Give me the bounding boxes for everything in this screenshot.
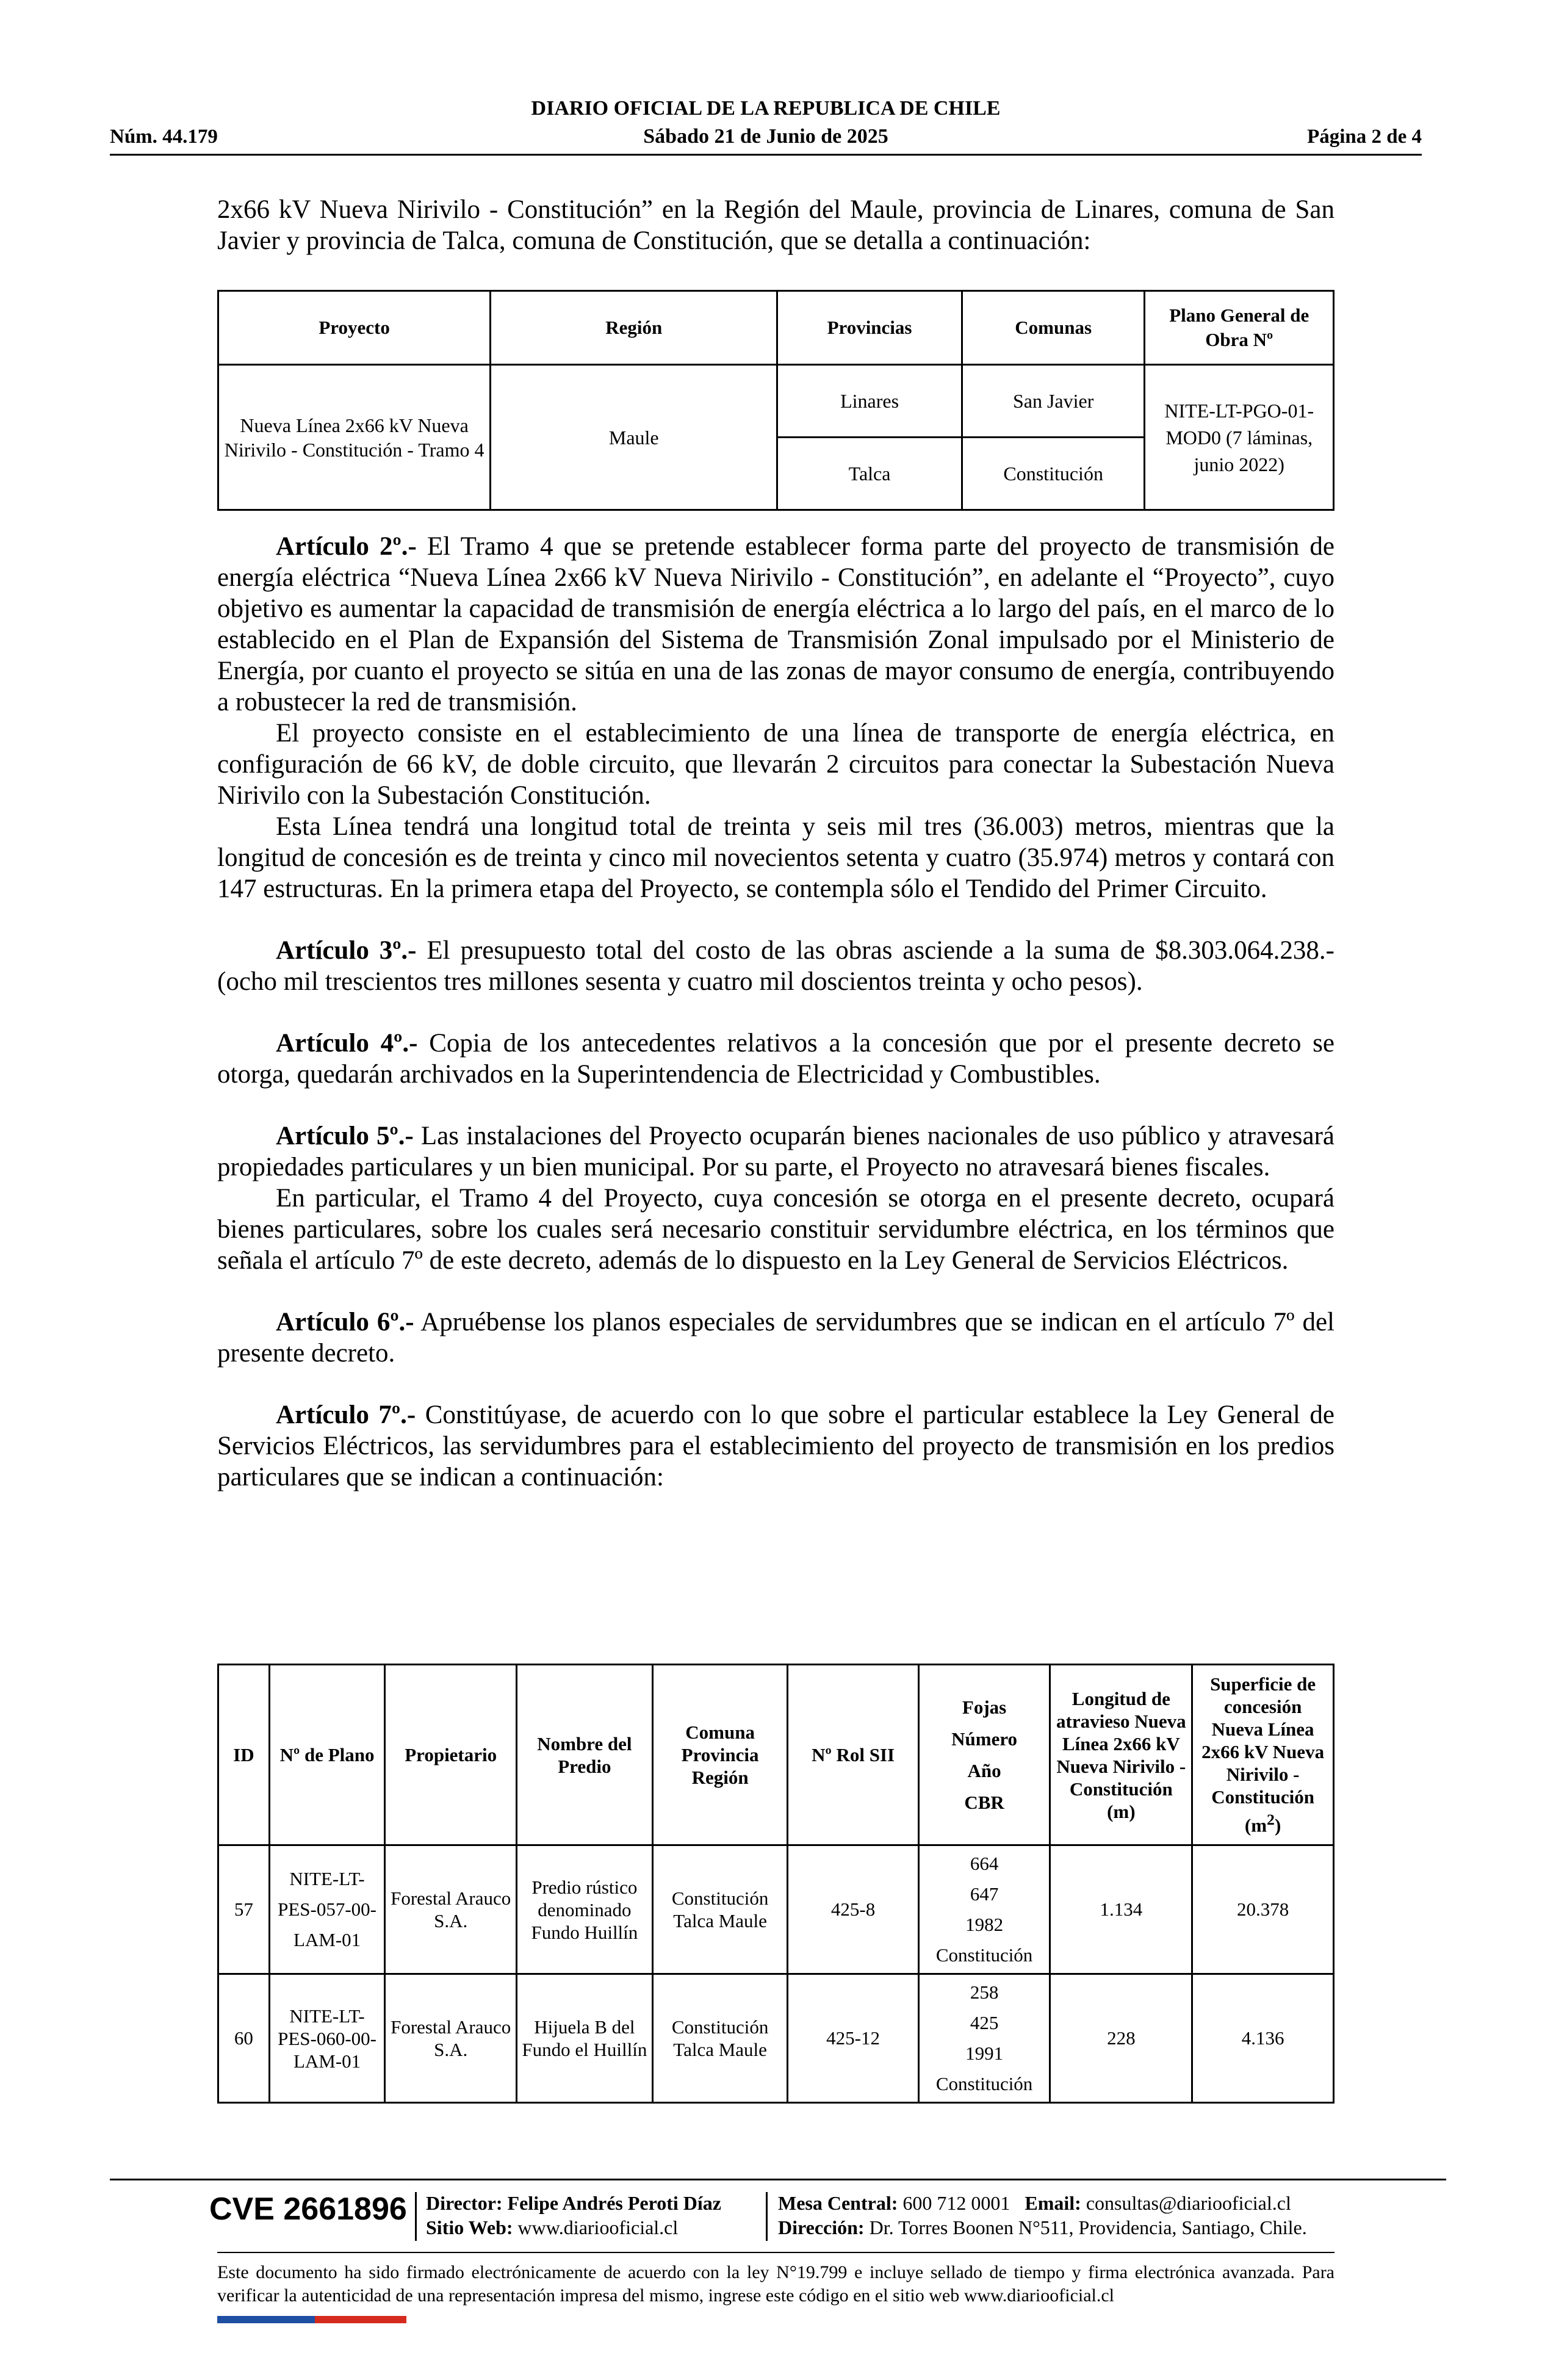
project-table	[217, 290, 1334, 511]
cell-anio-value: 1982	[965, 1914, 1004, 1935]
spacer	[217, 1090, 1334, 1120]
header-superficie-exponent: 2	[1267, 1811, 1275, 1829]
header-propietario: Propietario	[385, 1665, 517, 1845]
cell-id: 60	[218, 1974, 270, 2103]
header-longitud: Longitud de atravieso Nueva Línea 2x66 kV Nueva Nirivilo - Constitución (m)	[1050, 1665, 1192, 1845]
intro-paragraph	[217, 194, 1334, 256]
cell-superficie: 20.378	[1192, 1845, 1334, 1974]
cell-rol: 425-12	[788, 1974, 918, 2103]
header-cbr-line: CBR	[964, 1791, 1004, 1813]
spacer	[217, 997, 1334, 1028]
article-2-text-1: El Tramo 4 que se pretende establecer forma parte del proyecto de transmisión de energía eléctrica “Nueva Línea 2x66 kV Nueva Nirivilo - Constitución”, en adelante el “Proyecto”, cuyo objetivo es aumentar la capacidad de transmisión de energía eléctrica a lo largo del país, en el marco de lo establecido en el Plan de Expansión del Sistema de Transmisión Zonal impulsado por el Ministerio de Energía, por cuanto el proyecto se sitúa en una de las zonas de mayor consumo de energía, contribuyendo a robustecer la red de transmisión.	[217, 532, 1334, 716]
article-4-heading: Artículo 4º.-	[276, 1029, 418, 1058]
header-fojas	[918, 1665, 1050, 1845]
cell-propietario: Forestal Arauco S.A.	[385, 1845, 517, 1974]
cell-plano: NITE-LT-PES-060-00-LAM-01	[269, 1974, 385, 2103]
cell-comuna: Constitución Talca Maule	[652, 1845, 788, 1974]
header-plano-general: Plano General de Obra Nº	[1145, 291, 1334, 365]
address-line	[778, 2215, 1307, 2240]
article-7-heading: Artículo 7º.-	[276, 1401, 416, 1429]
article-5-text-1: Las instalaciones del Proyecto ocuparán bienes nacionales de uso público y atravesará propiedades particulares y un bien municipal. Por su parte, el Proyecto no atravesará bienes fiscales.	[217, 1122, 1334, 1181]
project-row	[218, 365, 1334, 438]
header-id: ID	[218, 1665, 270, 1845]
cell-comuna: Constitución Talca Maule	[652, 1974, 788, 2103]
header-superficie-close: )	[1274, 1814, 1281, 1836]
footer-separator	[415, 2192, 417, 2241]
article-6-heading: Artículo 6º.-	[276, 1308, 414, 1336]
header-numero-line: Número	[951, 1728, 1018, 1750]
article-4-paragraph	[217, 1028, 1334, 1090]
cell-provincia-1: Linares	[777, 365, 962, 438]
website-line	[426, 2215, 721, 2240]
address-label: Dirección:	[778, 2216, 865, 2238]
cell-fojas	[918, 1974, 1050, 2103]
cell-fojas-value: 258	[970, 1982, 999, 2003]
article-2-heading: Artículo 2º.-	[276, 532, 417, 561]
header-provincias: Provincias	[777, 291, 962, 365]
article-6-text: Apruébense los planos especiales de servidumbres que se indican en el artículo 7º del presente decreto.	[217, 1308, 1334, 1368]
article-5-heading: Artículo 5º.-	[276, 1122, 414, 1150]
header-anio-line: Año	[967, 1759, 1001, 1781]
page-header	[110, 95, 1422, 156]
address-text: Dr. Torres Boonen N°511, Providencia, Santiago, Chile.	[869, 2216, 1307, 2238]
header-proyecto: Proyecto	[218, 291, 491, 365]
cell-numero-value: 425	[970, 2012, 999, 2033]
header-predio: Nombre del Predio	[517, 1665, 653, 1845]
cell-predio: Predio rústico denominado Fundo Huillín	[517, 1845, 653, 1974]
issue-number: Núm. 44.179	[110, 126, 218, 148]
cell-anio-value: 1991	[965, 2043, 1004, 2064]
header-rol: Nº Rol SII	[788, 1665, 918, 1845]
cell-plano-general: NITE-LT-PGO-01-MOD0 (7 láminas, junio 2022)	[1145, 365, 1334, 510]
cell-longitud: 228	[1050, 1974, 1192, 2103]
header-comuna: Comuna Provincia Región	[652, 1665, 788, 1845]
article-4-text: Copia de los antecedentes relativos a la concesión que por el presente decreto se otorga, quedarán archivados en la Superintendencia de Electricidad y Combustibles.	[217, 1029, 1334, 1089]
cell-predio: Hijuela B del Fundo el Huillín	[517, 1974, 653, 2103]
cell-longitud: 1.134	[1050, 1845, 1192, 1974]
cell-superficie: 4.136	[1192, 1974, 1334, 2103]
servidumbres-table-header	[218, 1665, 1334, 1845]
article-6-paragraph	[217, 1307, 1334, 1369]
cell-region: Maule	[491, 365, 777, 510]
article-3-paragraph	[217, 935, 1334, 997]
cell-provincia-2: Talca	[777, 438, 962, 510]
footer-director-block	[426, 2191, 721, 2240]
article-5-paragraph-1	[217, 1120, 1334, 1183]
cve-code: CVE 2661896	[209, 2191, 407, 2227]
flag-bar-blue	[217, 2316, 315, 2323]
table-row	[218, 1974, 1334, 2103]
cell-plano: NITE-LT-PES-057-00-LAM-01	[269, 1845, 385, 1974]
spacer	[217, 904, 1334, 935]
footer-separator	[766, 2192, 768, 2241]
article-2-paragraph-2: El proyecto consiste en el establecimiento de una línea de transporte de energía eléctrica, en configuración de 66 kV, de doble circuito, que llevarán 2 circuitos para conectar la Subestación Nueva Nirivilo con la Subestación Constitución.	[217, 719, 1334, 810]
header-fojas-line: Fojas	[962, 1696, 1007, 1718]
article-2-paragraph-3: Esta Línea tendrá una longitud total de treinta y seis mil tres (36.003) metros, mientras que la longitud de concesión es de treinta y cinco mil novecientos setenta y cuatro (35.974) metros y contará con 147 estructuras. En la primera etapa del Proyecto, se contempla sólo el Tendido del Primer Circuito.	[217, 812, 1334, 903]
director-label: Director:	[426, 2192, 503, 2214]
header-center	[110, 95, 1422, 151]
spacer	[217, 1276, 1334, 1307]
header-comunas: Comunas	[962, 291, 1145, 365]
email-link[interactable]: consultas@diariooficial.cl	[1086, 2192, 1291, 2214]
cell-proyecto: Nueva Línea 2x66 kV Nueva Nirivilo - Constitución - Tramo 4	[218, 365, 491, 510]
header-region: Región	[491, 291, 777, 365]
contact-line	[778, 2191, 1307, 2215]
cell-cbr-value: Constitución	[935, 2073, 1033, 2094]
servidumbres-table	[217, 1664, 1334, 2104]
footer-rule	[110, 2179, 1446, 2180]
cell-cbr-value: Constitución	[935, 1944, 1033, 1966]
spacer	[217, 1369, 1334, 1399]
footer-contact-block	[778, 2191, 1307, 2240]
page-number: Página 2 de 4	[1307, 126, 1422, 148]
intro-text: 2x66 kV Nueva Nirivilo - Constitución” en la Región del Maule, provincia de Linares, comuna de San Javier y provincia de Talca, comuna de Constitución, que se detalla a continuación:	[217, 195, 1334, 255]
cell-rol: 425-8	[788, 1845, 918, 1974]
email-label: Email:	[1025, 2192, 1081, 2214]
header-plano: Nº de Plano	[269, 1665, 385, 1845]
article-7-paragraph	[217, 1399, 1334, 1493]
cell-id: 57	[218, 1845, 270, 1974]
cell-propietario: Forestal Arauco S.A.	[385, 1974, 517, 2103]
header-superficie-text: Superficie de concesión Nueva Línea 2x66 kV Nueva Nirivilo - Constitución (m	[1201, 1673, 1325, 1836]
article-2-paragraph-1	[217, 531, 1334, 718]
mesa-phone: 600 712 0001	[902, 2192, 1010, 2214]
cell-comuna-1: San Javier	[962, 365, 1145, 438]
footer-inner-rule	[217, 2252, 1334, 2253]
table-row	[218, 1845, 1334, 1974]
mesa-label: Mesa Central:	[778, 2192, 898, 2214]
articles-section	[217, 531, 1334, 1493]
director-line	[426, 2191, 721, 2215]
article-3-heading: Artículo 3º.-	[276, 936, 417, 965]
header-superficie	[1192, 1665, 1334, 1845]
issue-date: Sábado 21 de Junio de 2025	[643, 125, 888, 148]
cell-fojas	[918, 1845, 1050, 1974]
article-5-paragraph-2: En particular, el Tramo 4 del Proyecto, cuya concesión se otorga en el presente decreto, ocupará bienes particulares, sobre los cuales será necesario constituir servidumbre eléctrica, en los términos que señala el artículo 7º de este decreto, además de lo dispuesto en la Ley General de Servicios Eléctricos.	[217, 1184, 1334, 1275]
project-table-header	[218, 291, 1334, 365]
newspaper-title: DIARIO OFICIAL DE LA REPUBLICA DE CHILE	[531, 97, 1001, 120]
website-link[interactable]: www.diariooficial.cl	[517, 2216, 679, 2238]
header-rule	[110, 154, 1422, 156]
cell-fojas-value: 664	[970, 1853, 999, 1874]
cell-comuna-2: Constitución	[962, 438, 1145, 510]
flag-bar-red	[315, 2316, 406, 2323]
article-7-text: Constitúyase, de acuerdo con lo que sobre el particular establece la Ley General de Servicios Eléctricos, las servidumbres para el establecimiento del proyecto de transmisión en los predios particulares que se indican a continuación:	[217, 1401, 1334, 1491]
cell-numero-value: 647	[970, 1883, 999, 1905]
article-3-text: El presupuesto total del costo de las obras asciende a la suma de $8.303.064.238.- (ocho mil trescientos tres millones sesenta y cuatro mil doscientos treinta y ocho pesos).	[217, 936, 1334, 996]
director-name: Felipe Andrés Peroti Díaz	[507, 2192, 721, 2214]
signature-note: Este documento ha sido firmado electrónicamente de acuerdo con la ley N°19.799 e incluye sellado de tiempo y firma electrónica avanzada. Para verificar la autenticidad de una representación impresa del mismo, ingrese este código en el sitio web www.diariooficial.cl	[217, 2262, 1334, 2306]
website-label: Sitio Web:	[426, 2216, 513, 2238]
